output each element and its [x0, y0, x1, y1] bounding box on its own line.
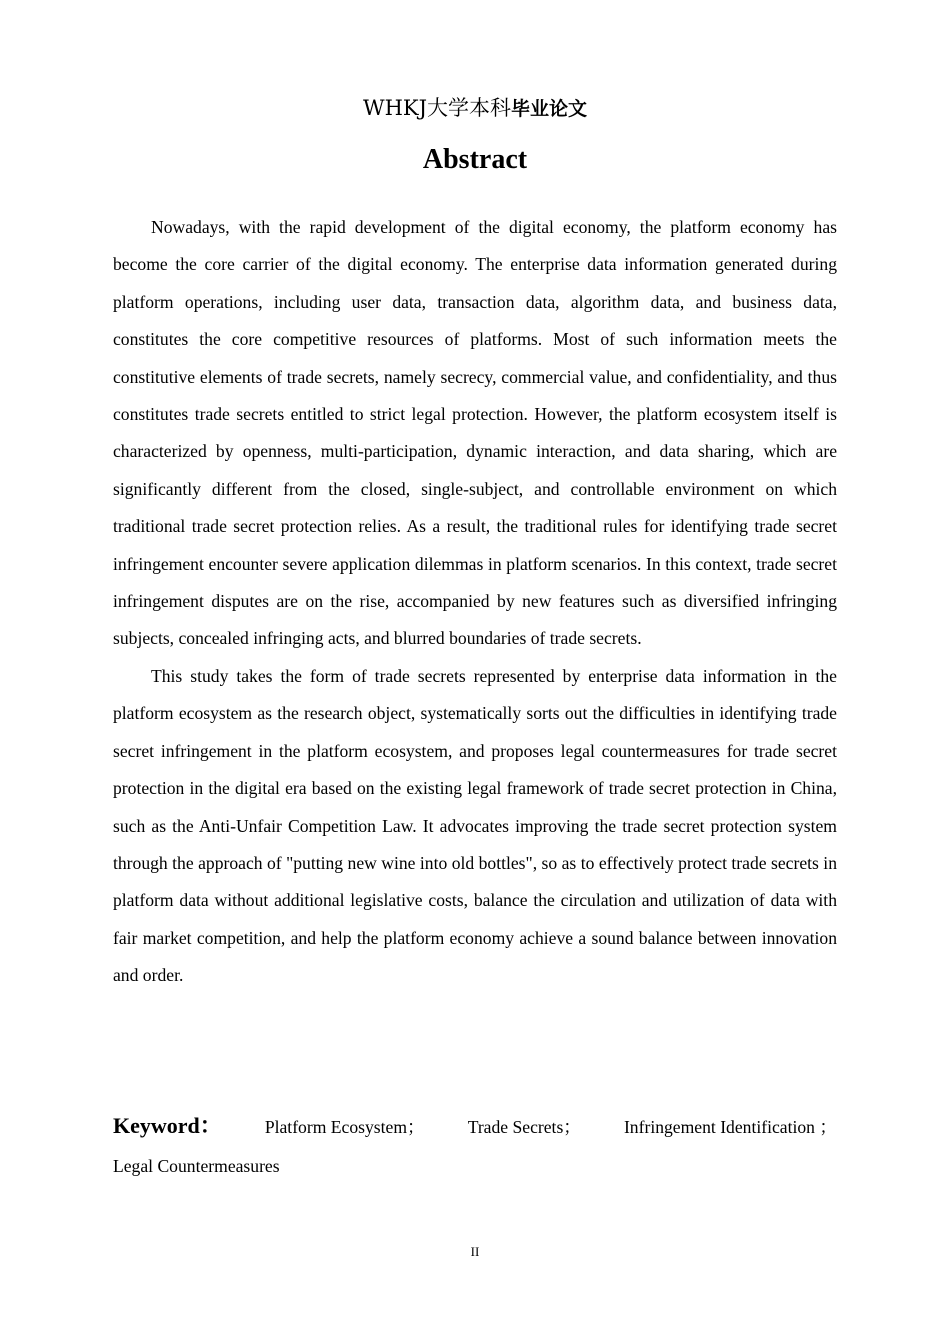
- keywords-line-2: [113, 1146, 837, 1186]
- abstract-body: [113, 209, 837, 995]
- keywords-section: [113, 1106, 837, 1186]
- header-university: WHKJ大学本科: [362, 96, 511, 120]
- abstract-title: Abstract: [422, 144, 528, 175]
- page-number: II: [470, 1244, 480, 1259]
- keyword-item: Trade Secrets；: [467, 1117, 581, 1137]
- keyword-item: Platform Ecosystem；: [264, 1117, 425, 1137]
- keyword-item: Legal Countermeasures: [113, 1156, 280, 1176]
- keyword-item: Infringement Identification ；: [623, 1117, 837, 1137]
- abstract-paragraph-2: This study takes the form of trade secrets represented by enterprise data information in the platform ecosystem as the research object, systematically sorts out the difficulties in identifying trade secret infringement in the platform ecosystem, and proposes legal countermeasures for trade secret protection in the digital era based on the existing legal framework of trade secret protection in China, such as the Anti-Unfair Competition Law. It advocates improving the trade secret protection system through the approach of "putting new wine into old bottles", so as to effectively protect trade secrets in platform data without additional legislative costs, balance the circulation and utilization of data with fair market competition, and help the platform economy achieve a sound balance between innovation and order.: [113, 665, 837, 986]
- abstract-paragraph-1: Nowadays, with the rapid development of the digital economy, the platform economy has become the core carrier of the digital economy. The enterprise data information generated during platform operations, including user data, transaction data, algorithm data, and business data, constitutes the core competitive resources of platforms. Most of such information meets the constitutive elements of trade secrets, namely secrecy, commercial value, and confidentiality, and thus constitutes trade secrets entitled to strict legal protection. However, the platform ecosystem itself is characterized by openness, multi-participation, dynamic interaction, and data sharing, which are significantly different from the closed, single-subject, and controllable environment on which traditional trade secret protection relies. As a result, the traditional rules for identifying trade secret infringement encounter severe application dilemmas in platform scenarios. In this context, trade secret infringement disputes are on the rise, accompanied by new features such as diversified infringing subjects, concealed infringing acts, and blurred boundaries of trade secrets.: [113, 217, 837, 649]
- header-thesis-label: 毕业论文: [511, 98, 588, 120]
- page-header: [0, 94, 950, 123]
- keywords-line-1: [113, 1106, 837, 1146]
- keywords-label: Keyword：: [113, 1113, 222, 1138]
